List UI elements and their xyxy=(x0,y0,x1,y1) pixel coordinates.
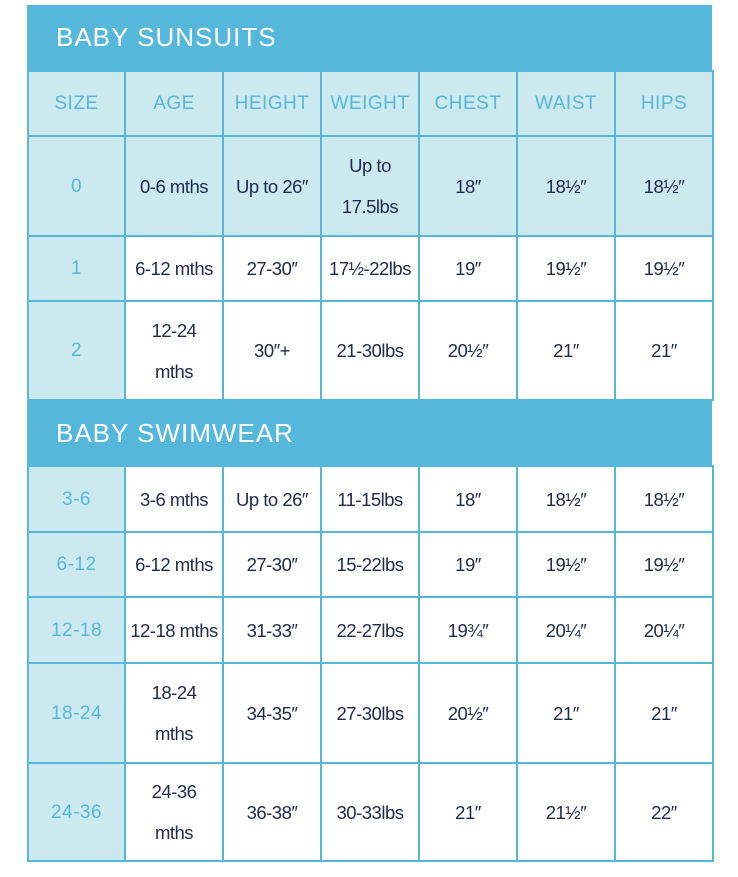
height-cell: 27-30″ xyxy=(223,532,321,597)
weight-cell xyxy=(321,136,419,236)
hips-cell: 20¼″ xyxy=(615,597,713,663)
hips-cell: 21″ xyxy=(615,301,713,400)
size-cell: 6-12 xyxy=(28,532,125,597)
chest-cell: 20½″ xyxy=(419,301,517,400)
weight-cell: 17½-22lbs xyxy=(321,236,419,301)
header-age: AGE xyxy=(125,71,223,136)
age-cell: 3-6 mths xyxy=(125,466,223,532)
waist-cell: 21½″ xyxy=(517,763,615,861)
height-cell: 27-30″ xyxy=(223,236,321,301)
table-row xyxy=(28,136,713,236)
age-cell: 6-12 mths xyxy=(125,236,223,301)
size-cell: 1 xyxy=(28,236,125,301)
age-cell xyxy=(125,301,223,400)
age-value: 12-24 mths xyxy=(151,319,197,382)
height-cell: 36-38″ xyxy=(223,763,321,861)
size-cell: 18-24 xyxy=(28,663,125,763)
height-cell: 31-33″ xyxy=(223,597,321,663)
header-hips: HIPS xyxy=(615,71,713,136)
chest-cell: 19¾″ xyxy=(419,597,517,663)
chest-cell: 21″ xyxy=(419,763,517,861)
table-row xyxy=(28,301,713,400)
table-row xyxy=(28,663,713,763)
weight-cell: 22-27lbs xyxy=(321,597,419,663)
weight-cell: 15-22lbs xyxy=(321,532,419,597)
height-cell: 30″+ xyxy=(223,301,321,400)
chest-cell: 19″ xyxy=(419,236,517,301)
chest-cell: 20½″ xyxy=(419,663,517,763)
waist-cell: 20¼″ xyxy=(517,597,615,663)
weight-cell: 11-15lbs xyxy=(321,466,419,532)
table-row xyxy=(28,763,713,861)
size-chart xyxy=(27,5,712,862)
waist-cell: 19½″ xyxy=(517,532,615,597)
table-row xyxy=(28,532,713,597)
waist-cell: 21″ xyxy=(517,663,615,763)
waist-cell: 18½″ xyxy=(517,136,615,236)
hips-cell: 19½″ xyxy=(615,532,713,597)
height-cell: 34-35″ xyxy=(223,663,321,763)
height-cell: Up to 26″ xyxy=(223,466,321,532)
table-row xyxy=(28,236,713,301)
size-cell: 2 xyxy=(28,301,125,400)
header-size: SIZE xyxy=(28,71,125,136)
waist-cell: 18½″ xyxy=(517,466,615,532)
table-row xyxy=(28,597,713,663)
age-value: 18-24 mths xyxy=(151,682,197,744)
age-cell xyxy=(125,763,223,861)
sunsuits-table xyxy=(27,70,714,401)
hips-cell: 22″ xyxy=(615,763,713,861)
weight-cell: 30-33lbs xyxy=(321,763,419,861)
age-cell: 12-18 mths xyxy=(125,597,223,663)
hips-cell: 19½″ xyxy=(615,236,713,301)
section-title-swimwear: BABY SWIMWEAR xyxy=(27,401,712,465)
weight-cell: 27-30lbs xyxy=(321,663,419,763)
hips-cell: 18½″ xyxy=(615,136,713,236)
swimwear-table xyxy=(27,465,714,862)
table-row xyxy=(28,466,713,532)
weight-cell: 21-30lbs xyxy=(321,301,419,400)
waist-cell: 21″ xyxy=(517,301,615,400)
age-cell: 6-12 mths xyxy=(125,532,223,597)
chest-cell: 18″ xyxy=(419,466,517,532)
header-row xyxy=(28,71,713,136)
height-cell: Up to 26″ xyxy=(223,136,321,236)
size-cell: 24-36 xyxy=(28,763,125,861)
age-cell xyxy=(125,663,223,763)
hips-cell: 18½″ xyxy=(615,466,713,532)
header-chest: CHEST xyxy=(419,71,517,136)
header-weight: WEIGHT xyxy=(321,71,419,136)
age-cell: 0-6 mths xyxy=(125,136,223,236)
section-title-sunsuits: BABY SUNSUITS xyxy=(27,5,712,70)
waist-cell: 19½″ xyxy=(517,236,615,301)
hips-cell: 21″ xyxy=(615,663,713,763)
age-value: 24-36 mths xyxy=(151,781,197,843)
size-cell: 3-6 xyxy=(28,466,125,532)
chest-cell: 18″ xyxy=(419,136,517,236)
chest-cell: 19″ xyxy=(419,532,517,597)
size-cell: 0 xyxy=(28,136,125,236)
header-waist: WAIST xyxy=(517,71,615,136)
size-cell: 12-18 xyxy=(28,597,125,663)
weight-value: Up to 17.5lbs xyxy=(341,155,399,217)
header-height: HEIGHT xyxy=(223,71,321,136)
